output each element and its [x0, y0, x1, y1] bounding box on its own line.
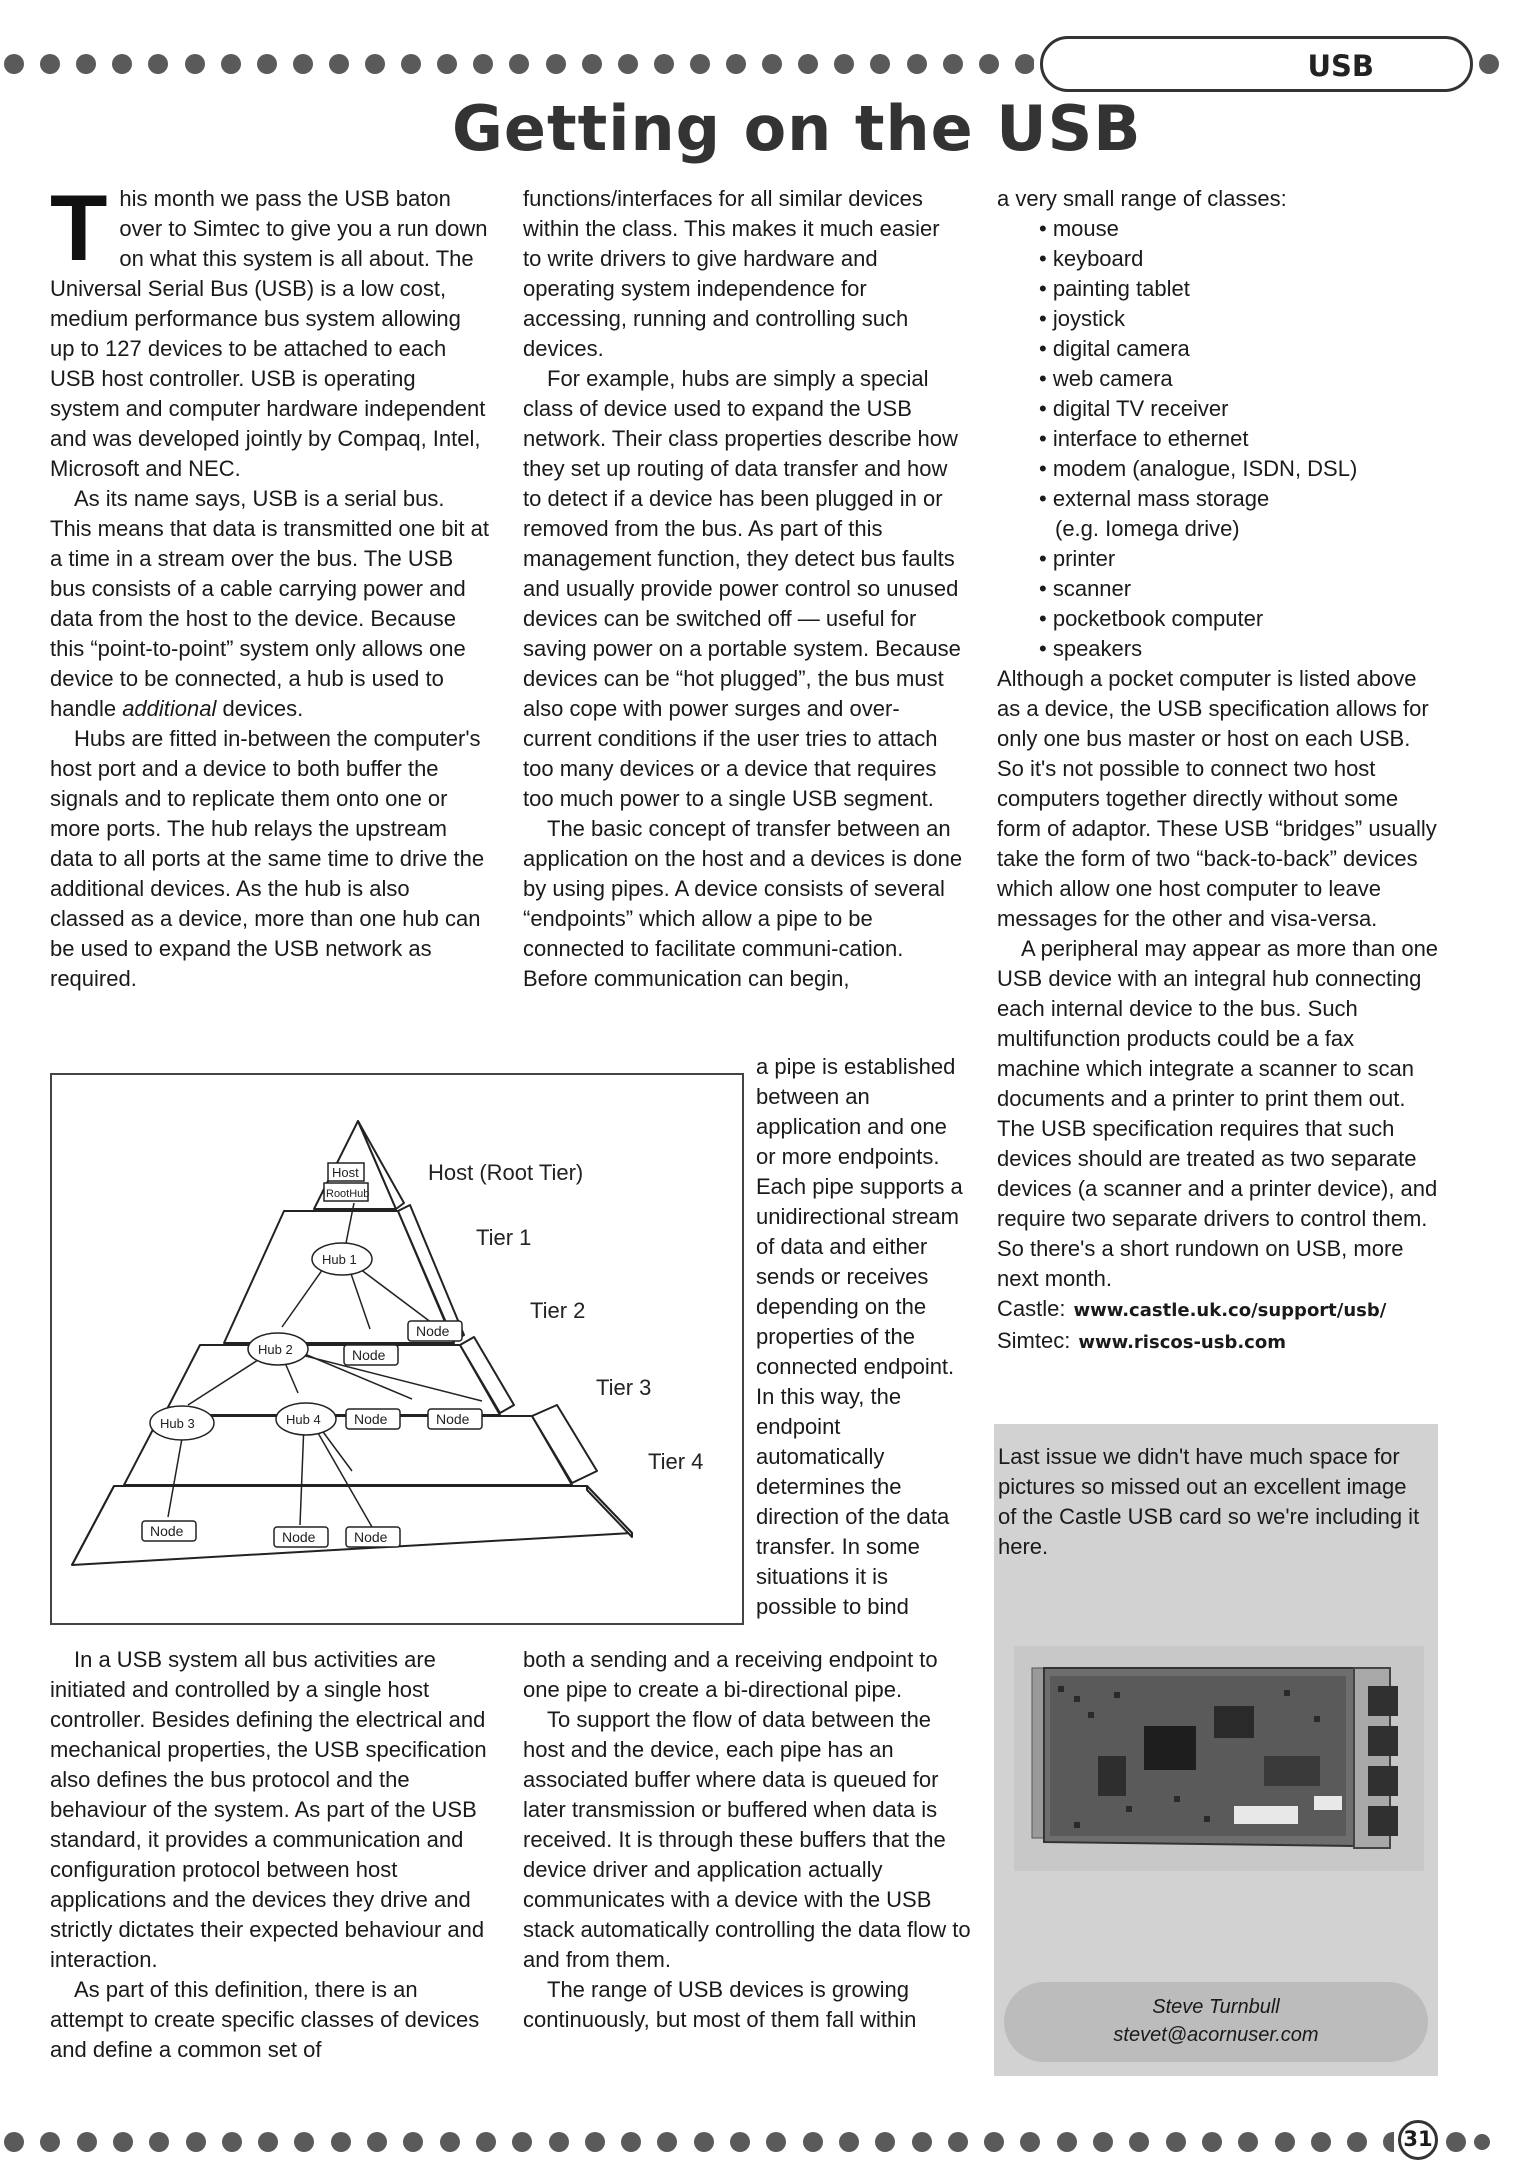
root-hub-box-label: RootHub	[326, 1188, 370, 1200]
bus-activity-paragraph: In a USB system all bus activities are initiated and controlled by a single host controller. Besides defining the electrical and mechanical properties, the USB specification also defines the bus protocol and the behaviour of the system. As part of the USB standard, it provides a communication and configuration protocol between host applications and the devices they drive and strictly dictates their expected behaviour and interaction.	[50, 1647, 487, 1972]
list-item: • mouse	[1039, 214, 1442, 244]
decorative-dot	[40, 2132, 60, 2152]
decorative-dot	[582, 54, 602, 74]
decorative-dot	[875, 2132, 895, 2152]
pipes-paragraph-continued: a pipe is established between an application and one or more endpoints. Each pipe supports a unidirectional stream of data and either sends or receives depending on the properties of the connected endpoint. In this way, the endpoint automatically determines the direction of the data transfer. In some situations it is possible to bind	[756, 1054, 963, 1619]
decorative-dot	[1238, 2132, 1258, 2152]
decorative-dot	[401, 54, 421, 74]
list-item: • pocketbook computer	[1039, 604, 1442, 634]
pipes-paragraph: The basic concept of transfer between an application on the host and a devices is done by using pipes. A device consists of several “endpoints” which allow a pipe to be connected to facilitate communi-cation. Before communication can begin,	[523, 816, 963, 991]
buffer-paragraph: To support the flow of data between the host and the device, each pipe has an associated buffer where data is queued for later transmission or buffered when data is received. It is through these buffers that the device driver and application actually communicates with a device with the USB stack automatically controlling the data flow to and from them.	[523, 1707, 971, 1972]
range-paragraph: The range of USB devices is growing continuously, but most of them fall within	[523, 1977, 917, 2032]
decorative-dot	[1015, 54, 1034, 74]
column-3	[997, 184, 1442, 1358]
decorative-dot	[437, 54, 457, 74]
decorative-dot	[509, 54, 529, 74]
decorative-dot	[984, 2132, 1004, 2152]
decorative-dot	[4, 54, 24, 74]
list-item: • painting tablet	[1039, 274, 1442, 304]
rundown-paragraph: So there's a short rundown on USB, more next month.	[997, 1236, 1404, 1291]
decorative-dot	[473, 54, 493, 74]
tier-label-4: Tier 4	[648, 1449, 704, 1474]
decorative-dot	[798, 54, 818, 74]
castle-link-line: Castle: www.castle.uk.co/support/usb/	[997, 1296, 1387, 1321]
hub-4-label: Hub 4	[286, 1412, 321, 1427]
host-box-label: Host	[332, 1165, 359, 1180]
decorative-dot	[221, 54, 241, 74]
decorative-dot	[907, 54, 927, 74]
decorative-dot	[870, 54, 890, 74]
decorative-dot	[839, 2132, 859, 2152]
tier-label-root: Host (Root Tier)	[428, 1160, 584, 1185]
decorative-dot	[258, 2132, 278, 2152]
decorative-dot	[654, 54, 674, 74]
decorative-dot	[1020, 2132, 1040, 2152]
node-label: Node	[354, 1529, 388, 1545]
definition-paragraph: As part of this definition, there is an attempt to create specific classes of devices and define a common set of	[50, 1977, 480, 2062]
decorative-dot	[618, 54, 638, 74]
intro-paragraph: This month we pass the USB baton over to Simtec to give you a run down on what this system is all about. The Universal Serial Bus (USB) is a low cost, medium performance bus system allowing up to 127 devices to be attached to each USB host controller. USB is operating system and computer hardware independent and was developed jointly by Compaq, Intel, Microsoft and NEC.	[50, 175, 488, 481]
pipes-paragraph-end: both a sending and a receiving endpoint to one pipe to create a bi-directional pipe.	[523, 1647, 938, 1702]
decorative-dot	[762, 54, 782, 74]
decorative-dot	[585, 2132, 605, 2152]
node-label: Node	[436, 1411, 470, 1427]
tier-label-3: Tier 3	[596, 1375, 652, 1400]
decorative-dot	[77, 2132, 97, 2152]
decorative-dot	[440, 2132, 460, 2152]
decorative-dot	[113, 2132, 133, 2152]
decorative-dot	[730, 2132, 750, 2152]
decorative-dot	[948, 2132, 968, 2152]
list-item: (e.g. Iomega drive)	[1055, 516, 1240, 541]
node-label: Node	[416, 1323, 450, 1339]
decorative-dot	[766, 2132, 786, 2152]
decorative-dot	[1347, 2132, 1367, 2152]
decorative-dot	[40, 54, 60, 74]
functions-paragraph: functions/interfaces for all similar devices within the class. This makes it much easier to write drivers to give hardware and operating system independence for accessing, running and controlling such devices.	[523, 186, 940, 361]
node-label: Node	[282, 1529, 316, 1545]
column-2-narrow	[756, 1052, 970, 1622]
decorative-dot	[1383, 2132, 1394, 2152]
decorative-dot	[694, 2132, 714, 2152]
bottom-dot-rule	[4, 2132, 1394, 2158]
decorative-dot	[185, 54, 205, 74]
list-item: • printer	[1039, 544, 1442, 574]
decorative-dot	[1166, 2132, 1186, 2152]
column-2-bottom	[523, 1645, 973, 2035]
node-label: Node	[150, 1523, 184, 1539]
list-item: • scanner	[1039, 574, 1442, 604]
author-name: Steve Turnbull	[1152, 1996, 1280, 2018]
decorative-dot	[803, 2132, 823, 2152]
decorative-dot	[329, 54, 349, 74]
bottom-end-dot	[1474, 2134, 1490, 2150]
list-item: • joystick	[1039, 304, 1442, 334]
decorative-dot	[186, 2132, 206, 2152]
decorative-dot	[834, 54, 854, 74]
decorative-dot	[76, 54, 96, 74]
decorative-dot	[1311, 2132, 1331, 2152]
decorative-dot	[222, 2132, 242, 2152]
decorative-dot	[4, 2132, 24, 2152]
multifunction-paragraph: A peripheral may appear as more than one USB device with an integral hub connecting each internal device to the bus. Such multifunction products could be a fax machine which integrate a scanner to scan documents and a printer to print them out. The USB specification requires that such devices should are treated as two separate devices (a scanner and a printer device), and require two separate drivers to control them.	[997, 936, 1439, 1231]
tier-label-2: Tier 2	[530, 1298, 586, 1323]
decorative-dot	[979, 54, 999, 74]
list-item: • interface to ethernet	[1039, 424, 1442, 454]
tier-label-1: Tier 1	[476, 1225, 532, 1250]
decorative-dot	[726, 54, 746, 74]
decorative-dot	[1275, 2132, 1295, 2152]
author-email[interactable]: stevet@acornuser.com	[1113, 2024, 1319, 2046]
sidebar-box	[994, 1424, 1438, 2076]
decorative-dot	[1202, 2132, 1222, 2152]
hub-3-label: Hub 3	[160, 1416, 195, 1431]
author-byline	[1004, 1982, 1428, 2062]
list-item: • digital camera	[1039, 334, 1442, 364]
decorative-dot	[476, 2132, 496, 2152]
usb-tier-diagram	[50, 1073, 744, 1625]
decorative-dot	[293, 54, 313, 74]
serial-bus-paragraph: As its name says, USB is a serial bus. This means that data is transmitted one bit at a time in a stream over the bus. The USB bus consists of a cable carrying power and data from the host to the device. Because this “point-to-point” system only allows one device to be connected, a hub is used to handle additional devices.	[50, 486, 490, 721]
usb-card-photo	[1014, 1646, 1424, 1871]
list-item: • speakers	[1039, 634, 1442, 664]
decorative-dot	[657, 2132, 677, 2152]
top-end-dot	[1479, 54, 1499, 74]
bus-master-paragraph: Although a pocket computer is listed above as a device, the USB specification allows for only one bus master or host on each USB. So it's not possible to connect two host computers together directly without some form of adaptor. These USB “bridges” usually take the form of two “back-to-back” devices which allow one host computer to leave messages for the other and visa-versa.	[997, 666, 1437, 931]
decorative-dot	[546, 54, 566, 74]
decorative-dot	[331, 2132, 351, 2152]
tier-2-slab	[164, 1345, 500, 1415]
column-2-top	[523, 184, 963, 994]
list-item: • modem (analogue, ISDN, DSL)	[1039, 454, 1442, 484]
top-dot-rule	[4, 54, 1034, 80]
section-tab	[1040, 36, 1473, 92]
decorative-dot	[294, 2132, 314, 2152]
list-item: • external mass storage	[1039, 484, 1442, 514]
decorative-dot	[257, 54, 277, 74]
node-label: Node	[352, 1347, 386, 1363]
decorative-dot	[112, 54, 132, 74]
decorative-dot	[549, 2132, 569, 2152]
photo-caption: Last issue we didn't have much space for pictures so missed out an excellent image of the Castle USB card so we're including it here.	[998, 1444, 1420, 1559]
decorative-dot	[621, 2132, 641, 2152]
column-1-top	[50, 175, 490, 994]
decorative-dot	[148, 54, 168, 74]
decorative-dot	[512, 2132, 532, 2152]
decorative-dot	[403, 2132, 423, 2152]
device-class-list	[997, 214, 1442, 664]
simtec-link-line: Simtec: www.riscos-usb.com	[997, 1328, 1286, 1353]
hubs-paragraph: Hubs are fitted in-between the computer's host port and a device to both buffer the signals and to replicate them onto one or more ports. The hub relays the upstream data to all ports at the same time to drive the additional devices. As the hub is also classed as a device, more than one hub can be used to expand the USB network as required.	[50, 726, 485, 991]
page-title: Getting on the USB	[452, 92, 1142, 165]
hub-2-label: Hub 2	[258, 1342, 293, 1357]
hub-1-label: Hub 1	[322, 1252, 357, 1267]
list-item: • web camera	[1039, 364, 1442, 394]
column-1-bottom	[50, 1645, 490, 2065]
classes-intro: a very small range of classes:	[997, 186, 1287, 211]
castle-url-link[interactable]: www.castle.uk.co/support/usb/	[1073, 1300, 1387, 1321]
decorative-dot	[367, 2132, 387, 2152]
section-label: USB	[1307, 49, 1374, 83]
list-item: • digital TV receiver	[1039, 394, 1442, 424]
decorative-dot	[1093, 2132, 1113, 2152]
page-number: 31	[1398, 2120, 1438, 2160]
decorative-dot	[149, 2132, 169, 2152]
decorative-dot	[1129, 2132, 1149, 2152]
decorative-dot	[365, 54, 385, 74]
hubs-class-paragraph: For example, hubs are simply a special class of device used to expand the USB network. Their class properties describe how they set up routing of data transfer and how to detect if a device has been plugged in or removed from the bus. As part of this management function, they detect bus faults and usually provide power control so unused devices can be switched off — useful for saving power on a portable system. Because devices can be “hot plugged”, the bus must also cope with power surges and over-current conditions if the user tries to attach too many devices or a device that requires too much power to a single USB segment.	[523, 366, 961, 811]
decorative-dot	[1057, 2132, 1077, 2152]
simtec-url-link[interactable]: www.riscos-usb.com	[1078, 1332, 1286, 1353]
decorative-dot	[943, 54, 963, 74]
decorative-dot	[912, 2132, 932, 2152]
drop-cap: T	[50, 175, 108, 280]
bottom-end-dot	[1446, 2132, 1466, 2152]
decorative-dot	[690, 54, 710, 74]
node-label: Node	[354, 1411, 388, 1427]
list-item: • keyboard	[1039, 244, 1442, 274]
